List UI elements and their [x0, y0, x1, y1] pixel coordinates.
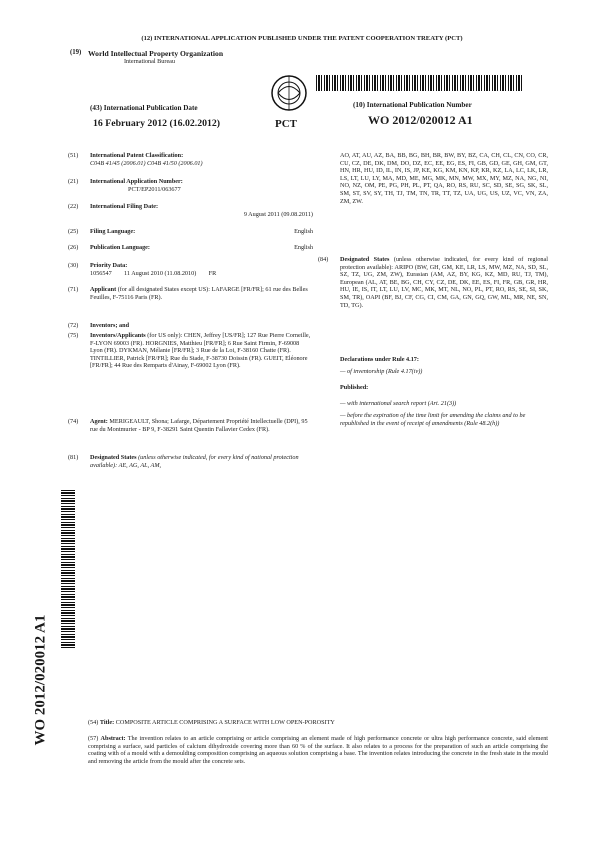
treaty-header: (12) INTERNATIONAL APPLICATION PUBLISHED UNDER THE PATENT COOPERATION TREATY (PCT) [141, 35, 463, 42]
field-label: Agent: [90, 418, 108, 425]
side-pub-number: WO 2012/020012 A1 [32, 614, 49, 746]
field-code: (51) [68, 152, 79, 159]
field-label: International Application Number: [90, 178, 183, 185]
pub-date-label: (43) International Publication Date [90, 104, 198, 112]
abstract-code: (57) [88, 735, 99, 742]
title-value: COMPOSITE ARTICLE COMPRISING A SURFACE WITH LOW OPEN-POROSITY [115, 719, 335, 726]
title-label: Title: [99, 719, 115, 726]
field-code: (30) [68, 262, 79, 269]
field-code: (25) [68, 228, 79, 235]
pct-label: PCT [275, 118, 297, 130]
abstract-text: The invention relates to an article comprising or article comprising an element made of high performance concrete or ultra high performance concrete, said element comprising a surface, said particles of calcium dihydroxide covering more than 60 % of the surface. It also relates to a process for the preparation of such an article comprising the coating with of a mould with a demoulding composition comprising an aqueous solution comprising a base. The invention relates introducing the concrete in the fresh state in the mould and removing the article from the mould after the concrete sets. [88, 735, 549, 765]
field-code: (81) [68, 454, 79, 461]
field-value: PCT/EP2011/063677 [128, 185, 181, 193]
field-value: (for all designated States except US): LAFARGE [FR/FR]; 61 rue des Belles Feuilles, F-75116 Paris (FR). [90, 286, 308, 301]
side-barcode [61, 488, 75, 648]
field-label: Priority Data: [90, 262, 128, 269]
field-value: 1056547 11 August 2010 (11.08.2010) FR [90, 269, 217, 277]
title-line [88, 719, 548, 727]
field-code: (84) [318, 256, 329, 263]
pub-number: WO 2012/020012 A1 [368, 113, 473, 127]
field-code: (22) [68, 203, 79, 210]
org-name: World Intellectual Property Organization [88, 49, 224, 58]
field-label: International Patent Classification: [90, 152, 184, 159]
field-value: English [294, 244, 313, 251]
published-item-1: — with international search report (Art. 21(3)) [340, 400, 457, 407]
wipo-logo [270, 74, 308, 112]
field-value: English [294, 228, 313, 235]
pub-date: 16 February 2012 (16.02.2012) [93, 118, 221, 129]
field-label: Inventors/Applicants [90, 332, 146, 339]
field-value: MERIGEAULT, Shona; Lafarge, Département Propriété Intellectuelle (DPI), 95 rue du Montmurier - BP 9, F-38291 Saint Quentin Fallavier Cedex (FR). [90, 418, 308, 433]
field-value: (for US only): CHEN, Jeffrey [US/FR]; 127 Rue Pierre Corneille, F-LYON 69003 (FR). HORGNIES, Matthieu [FR/FR]; 6 Rue Saint Firmin, F-69008 Lyon (FR). DYKMAN, Mélanie [FR/FR]; 3 Rue de la Loi, F-38160 Chatte (FR). TINTILLIER, Patrick [FR/FR]; Rue du Stade, F-38730 Doissin (FR). GUEIT, Eléonore [FR/FR]; 44 Rue des Remparts d'Ainay, F-69002 Lyon (FR). [90, 332, 311, 370]
field-label: Inventors; and [90, 322, 130, 329]
field-code: (74) [68, 418, 79, 425]
field-label: Designated States [340, 256, 390, 263]
field-value: 9 August 2011 (09.08.2011) [243, 210, 313, 218]
abstract [88, 735, 548, 765]
field-label: Applicant [90, 286, 117, 293]
org-code: (19) [70, 49, 82, 56]
declarations-item: — of inventorship (Rule 4.17(iv)) [340, 368, 423, 375]
field-value: C04B 41/45 (2006.01) C04B 41/50 (2006.01) [90, 159, 203, 167]
abstract-label: Abstract: [100, 735, 126, 742]
pub-number-label: (10) International Publication Number [353, 101, 472, 109]
field-code: (75) [68, 332, 79, 339]
states-continued: AO, AT, AU, AZ, BA, BB, BG, BH, BR, BW, BY, BZ, CA, CH, CL, CN, CO, CR, CU, CZ, DE, DK, DM, DO, DZ, EC, EE, EG, ES, FI, GB, GD, GE, GH, GM, GT, HN, HR, HU, ID, IL, IN, IS, JP, KE, KG, KM, KN, KP, KR, KZ, LA, LC, LK, LR, LS, LT, LU, LY, MA, MD, ME, MG, MK, MN, MW, MX, MY, MZ, NA, NG, NI, NO, NZ, OM, PE, PG, PH, PL, PT, QA, RO, RS, RU, SC, SD, SE, SG, SK, SL, SM, ST, SV, SY, TH, TJ, TM, TN, TR, TT, TZ, UA, UG, US, UZ, VC, VN, ZA, ZM, ZW. [340, 152, 548, 205]
field-code: (26) [68, 244, 79, 251]
field-code: (21) [68, 178, 79, 185]
field-label: Publication Language: [90, 244, 150, 251]
field-code: (71) [68, 286, 79, 293]
field-label: International Filing Date: [90, 203, 159, 210]
field-code: (72) [68, 322, 79, 329]
field-label: Filing Language: [90, 228, 136, 235]
field-label: Designated States [90, 454, 137, 461]
field-value: (unless otherwise indicated, for every kind of regional protection available): ARIPO (BW, GH, GM, KE, LR, LS, MW, MZ, NA, SD, SL, SZ, TZ, UG, ZM, ZW), Eurasian (AM, AZ, BY, KG, KZ, MD, RU, TJ, TM), European (AL, AT, BE, BG, CH, CY, CZ, DE, DK, EE, ES, FI, FR, GB, GR, HR, HU, IE, IS, IT, LT, LU, LV, MC, MK, MT, NL, NO, PL, PT, RO, RS, SE, SI, SK, SM, TR), OAPI (BF, BJ, CF, CG, CI, CM, GA, GN, GQ, GW, ML, MR, NE, SN, TD, TG). [340, 256, 548, 309]
top-barcode [316, 75, 524, 91]
field-value: (unless otherwise indicated, for every kind of national protection available): AE, AG, AL, AM, [90, 454, 299, 469]
published-item-2: — before the expiration of the time limit for amending the claims and to be republished in the event of receipt of amendments (Rule 48.2(h)) [340, 412, 526, 427]
declarations-title: Declarations under Rule 4.17: [340, 356, 419, 363]
title-code: (54) [88, 719, 99, 726]
published-title: Published: [340, 384, 369, 391]
bureau: International Bureau [124, 58, 176, 65]
